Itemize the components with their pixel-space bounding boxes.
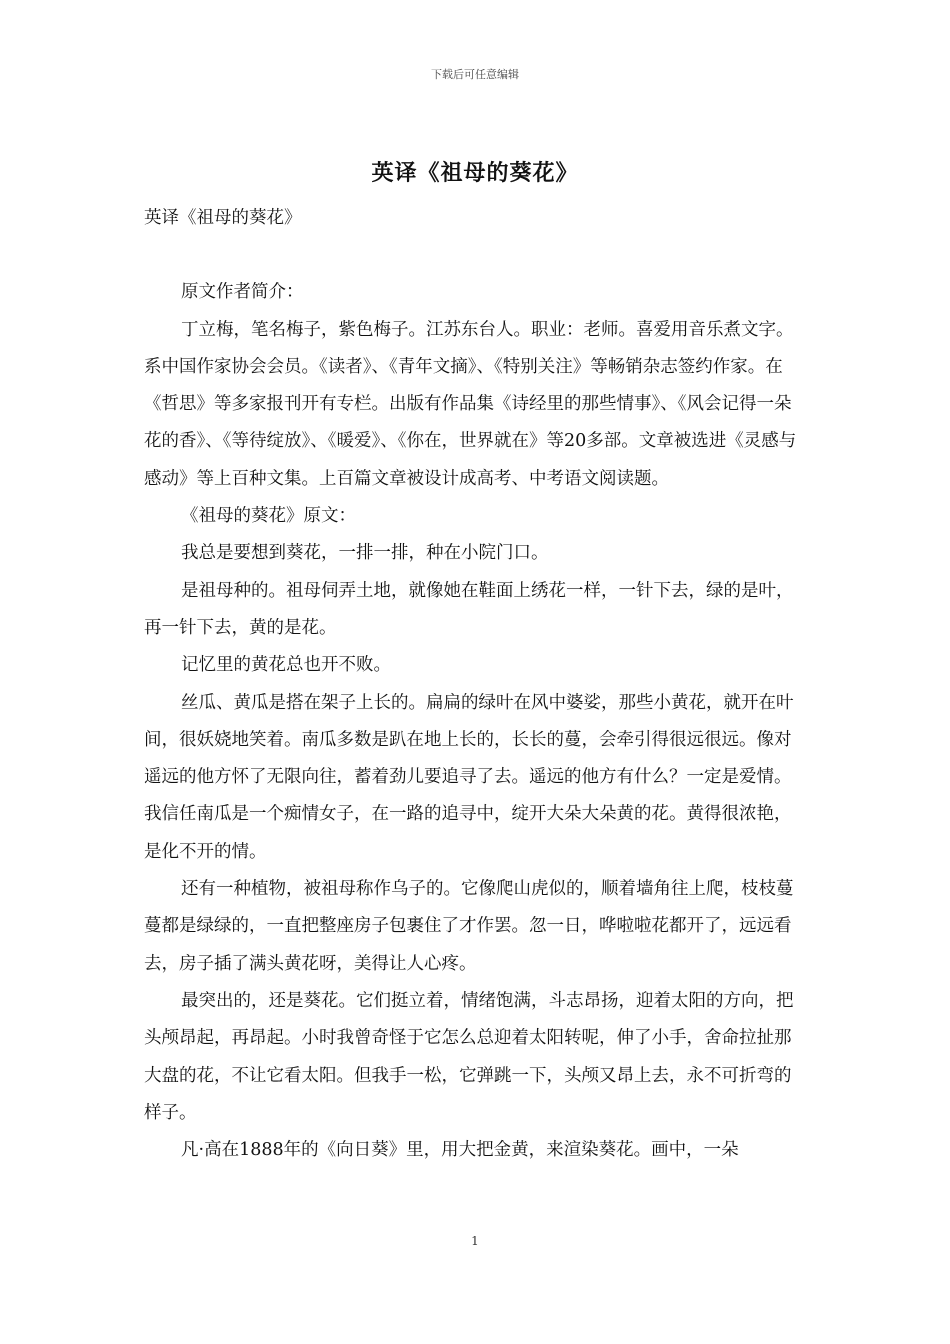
paragraph-original-text-heading: 《祖母的葵花》原文： <box>181 506 356 527</box>
paragraph: 丝瓜、黄瓜是搭在架子上长的。扁扁的绿叶在风中婆娑，那些小黄花，就开在叶间，很妖娆地笑着。南瓜多数是趴在地上长的，长长的蔓，会牵引得很远很远。像对遥远的他方怀了无限向往，蓄着劲儿要追寻了去。遥远的他方有什么？一定是爱情。我信任南瓜是一个痴情女子，在一路的追寻中，绽开大朵大朵黄的花。黄得很浓艳，是化不开的情。 <box>144 692 794 862</box>
page-number: 1 <box>471 1234 479 1248</box>
paragraph: 最突出的，还是葵花。它们挺立着，情绪饱满，斗志昂扬，迎着太阳的方向，把头颅昂起，再昂起。小时我曾奇怪于它怎么总迎着太阳转呢，伸了小手，舍命拉扯那大盘的花，不让它看太阳。但我手一松，它弹跳一下，头颅又昂上去，永不可折弯的样子。 <box>144 990 794 1123</box>
document-subtitle: 英译《祖母的葵花》 <box>144 208 302 228</box>
paragraph-author-bio: 丁立梅，笔名梅子，紫色梅子。江苏东台人。职业：老师。喜爱用音乐煮文字。系中国作家协会会员。《读者》、《青年文摘》、《特别关注》等畅销杂志签约作家。在《哲思》等多家报刊开有专栏。出版有作品集《诗经里的那些情事》、《风会记得一朵花的香》、《等待绽放》、《暖爱》、《你在，世界就在》等20多部。文章被选进《灵感与感动》等上百种文集。上百篇文章被设计成高考、中考语文阅读题。 <box>144 319 797 489</box>
document-title: 英译《祖母的葵花》 <box>371 160 579 186</box>
paragraph: 是祖母种的。祖母伺弄土地，就像她在鞋面上绣花一样，一针下去，绿的是叶，再一针下去，黄的是花。 <box>144 580 794 638</box>
document-body <box>144 200 808 1169</box>
paragraph-author-intro-heading: 原文作者简介： <box>181 282 304 303</box>
page-header-note: 下载后可任意编辑 <box>431 68 519 81</box>
paragraph: 还有一种植物，被祖母称作乌子的。它像爬山虎似的，顺着墙角往上爬，枝枝蔓蔓都是绿绿的，一直把整座房子包裹住了才作罢。忽一日，哗啦啦花都开了，远远看去，房子插了满头黄花呀，美得让人心疼。 <box>144 879 794 974</box>
paragraph: 记忆里的黄花总也开不败。 <box>181 655 391 676</box>
paragraph: 凡·高在1888年的《向日葵》里，用大把金黄，来渲染葵花。画中，一朵 <box>181 1140 739 1161</box>
paragraph: 我总是要想到葵花，一排一排，种在小院门口。 <box>181 543 549 564</box>
